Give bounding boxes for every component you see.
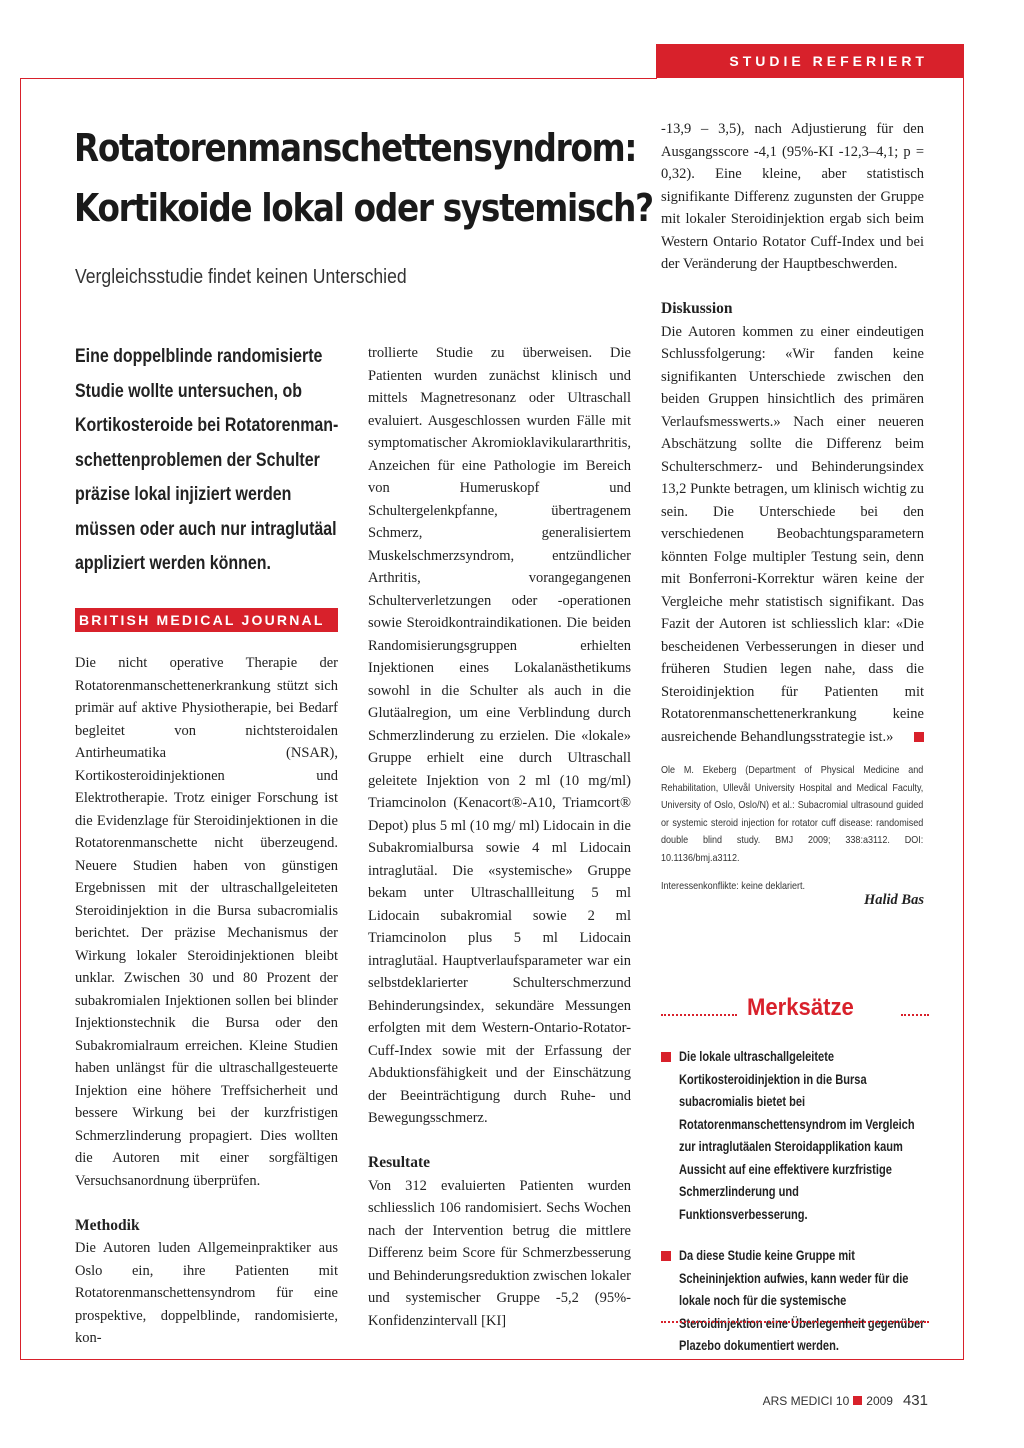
section-tab: STUDIE REFERIERT — [656, 44, 964, 78]
lead-line: müssen oder auch nur intraglutäal — [75, 518, 337, 540]
resultate-paragraph: Von 312 evaluierten Patienten wurden schliesslich 106 randomisiert. Sechs Wochen nach der Intervention betrug die mittlere Differenz beim Score für Schmerzbesserung und Behinderungsreduktion zwischen lokaler und systemischer Gruppe -5,2 (95%-Konfidenzintervall [KI] — [368, 1177, 631, 1329]
reference: Ole M. Ekeberg (Department of Physical Medicine and Rehabilitation, Ullevål University Hospital and Medical Faculty, University of Oslo, Oslo/N) et al.: Subacromial ultrasound guided or systemic steroid injection for rotator cuff disease: randomised double blind study. BMJ 2009; 338:a3112. DOI: 10.1136/bmj.a3112. — [661, 764, 924, 864]
journal-year: 2009 — [866, 1394, 893, 1408]
column-3 — [661, 118, 924, 912]
dotted-rule — [661, 1014, 737, 1016]
resultate-heading: Resultate — [368, 1154, 430, 1171]
dotted-rule-bottom — [661, 1321, 929, 1323]
page-number: 431 — [902, 1392, 928, 1409]
lead-line: Kortikosteroide bei Rotatorenman- — [75, 415, 339, 436]
headline-line-1: Rotatorenmanschettensyndrom: — [74, 126, 637, 170]
methodik-continued: trollierte Studie zu überweisen. Die Patienten wurden zunächst klinisch und mittels Magnetresonanz oder Ultraschall evaluiert. Ausgeschlossen wurden Fälle mit symptomatischer Akromioklavikulararthritis, Anzeichen für eine Pathologie im Bereich von Humeruskopf und Schultergelenkpfanne, übertragenem Schmerz, generalisiertem Muskelschmerzsyndrom, entzündlicher Arthritis, vorangegangenen Schulterverletzungen oder -operationen sowie Steroidkontraindikationen. Die beiden Randomisierungsgruppen erhielten Injektionen eines Lokalanästhetikums sowohl in die Schulter als auch in die Glutäalregion, um eine Verblindung durch Schmerzlinderung zu erzielen. Die «lokale» Gruppe erhielt eine durch Ultraschall geleitete Injektion von 2 ml (10 mg/ml) Triamcinolon (Kenacort®-A10, Triamcort® Depot) plus 5 ml (10 mg/ ml) Lidocain in die Subakromialbursa sowie 4 ml Lidocain intraglutäal. Die «systemische» Gruppe bekam unter Ultraschallleitung 5 ml Lidocain subakromial sowie 2 ml Triamcinolon plus 5 ml Lidocain intraglutäal. Hauptverlaufsparameter war ein selbstdeklarierter Schulterschmerzund Behinderungsindex, sekundäre Messungen erfolgten mit dem Western-Ontario-Rotator-Cuff-Index sowie mit der Erfassung der Abduktionsfähigkeit und der Einschätzung der Beeinträchtigung durch Ruhe- und Bewegungsschmerz. — [368, 345, 631, 1126]
merksatz-text: Da diese Studie keine Gruppe mit Scheininjektion aufwies, kann weder für die lokale noch für die systemische Steroidinjektion eine Überlegenheit gegenüber Plazebo dokumentiert werden. — [679, 1248, 925, 1353]
page-footer — [763, 1392, 928, 1409]
subtitle: Vergleichsstudie findet keinen Unterschied — [75, 266, 407, 288]
merksatz-text: Die lokale ultraschallgeleitete Kortikosteroidinjektion in die Bursa subacromialis bietet bei Rotatorenmanschettensyndrom im Vergleich zur intraglutäalen Steroidapplikation kaum Aussicht auf eine effektivere kurzfristige Schmerzlinderung und Funktionsverbesserung. — [679, 1049, 915, 1222]
merksatz-item — [661, 1245, 929, 1358]
diskussion-paragraph — [661, 321, 924, 749]
lead-line: appliziert werden können. — [75, 553, 271, 574]
lead-line: präzise lokal injiziert werden — [75, 484, 292, 505]
square-bullet-icon — [661, 1052, 671, 1062]
methodik-heading: Methodik — [75, 1216, 140, 1234]
lead-line: Studie wollte untersuchen, ob — [75, 380, 303, 402]
diskussion-text: Die Autoren kommen zu einer eindeutigen Schlussfolgerung: «Wir fanden keine signifikanten Unterschiede zwischen den beiden Gruppen hinsichtlich des primären Verlaufsmesswerts.» Nach einer neueren Abschätzung sollte die Differenz beim Schulterschmerz- und Behinderungsindex 13,2 Punkte betragen, um klinisch wichtig zu sein. Die Unterschiede bei den verschiedenen Beobachtungsparametern könnten Folge multipler Testung sein, denn mit Bonferroni-Korrektur wären keine der Vergleiche mehr statistisch signifikant. Das Fazit der Autoren ist schliesslich klar: «Die bescheidenen Verbesserungen in dieser und früheren Studien legen nahe, dass die Steroidinjektion für Patienten mit Rotatorenmanschettenerkrankung keine ausreichende Behandlungsstrategie ist.» — [661, 323, 924, 745]
end-mark — [914, 732, 924, 742]
diskussion-heading: Diskussion — [661, 300, 733, 317]
lead-line: Eine doppelblinde randomisierte — [75, 346, 323, 367]
methodik-paragraph: Die Autoren luden Allgemeinpraktiker aus Oslo ein, ihre Patienten mit Rotatorenmanschettensyndrom für eine prospektive, doppelblinde, randomisierte, kon- — [75, 1240, 338, 1346]
resultate-continued: -13,9 – 3,5), nach Adjustierung für den Ausgangsscore -4,1 (95%-KI -12,3–4,1; p = 0,32). Eine kleine, aber statistisch signifikante Differenz zugunsten der Gruppe mit lokaler Steroidinjektion ergab sich beim Western Ontario Rotator Cuff-Index und bei der Veränderung der Hauptbeschwerden. — [661, 121, 924, 272]
dotted-rule — [901, 1014, 929, 1016]
merksaetze-title: Merksätze — [747, 994, 854, 1021]
square-separator-icon — [853, 1396, 862, 1405]
intro-paragraph: Die nicht operative Therapie der Rotatorenmanschettenerkrankung stützt sich primär auf aktive Physiotherapie, bei Bedarf begleitet von nichtsteroidalen Antirheumatika (NSAR), Kortikosteroidinjektionen und Elektrotherapie. Trotz einiger Forschung ist die Evidenzlage für Steroidinjektionen in die Rotatorenmanschette nicht überzeugend. Neuere Studien haben von günstigen Ergebnissen mit der ultraschallgeleiteten Steroidinjektion in die Bursa subacromialis berichtet. Der präzise Mechanismus der Wirkung lokaler Steroidinjektionen bleibt unklar. Zwischen 30 und 80 Prozent der subakromialen Injektionen sollen bei blinder Injektionstechnik die Bursa oder den Subakromialraum erreichen. Kleine Studien haben unlängst für die ultraschallgesteuerte Injektion eine höhere Treffsicherheit und bessere Wirkung bei der kurzfristigen Schmerzlinderung propagiert. Dies wollten die Autoren mit einer sorgfältigen Versuchsanordnung überprüfen. — [75, 655, 338, 1189]
conflicts: Interessenkonflikte: keine deklariert. — [661, 879, 806, 892]
author: Halid Bas — [863, 892, 924, 909]
source-badge: BRITISH MEDICAL JOURNAL — [75, 608, 338, 632]
headline-line-2: Kortikoide lokal oder systemisch? — [74, 186, 653, 230]
lead-line: schettenproblemen der Schulter — [75, 449, 320, 471]
article-frame-top — [20, 78, 657, 79]
merksaetze-list — [661, 1046, 929, 1377]
journal-name: ARS MEDICI 10 — [762, 1394, 850, 1408]
merksatz-item — [661, 1046, 929, 1226]
reference-block — [661, 762, 923, 895]
merksaetze-header — [661, 996, 931, 1026]
lead-paragraph — [75, 340, 339, 582]
column-1 — [75, 652, 338, 1350]
square-bullet-icon — [661, 1251, 671, 1261]
headline — [74, 118, 653, 238]
column-2 — [368, 342, 631, 1332]
